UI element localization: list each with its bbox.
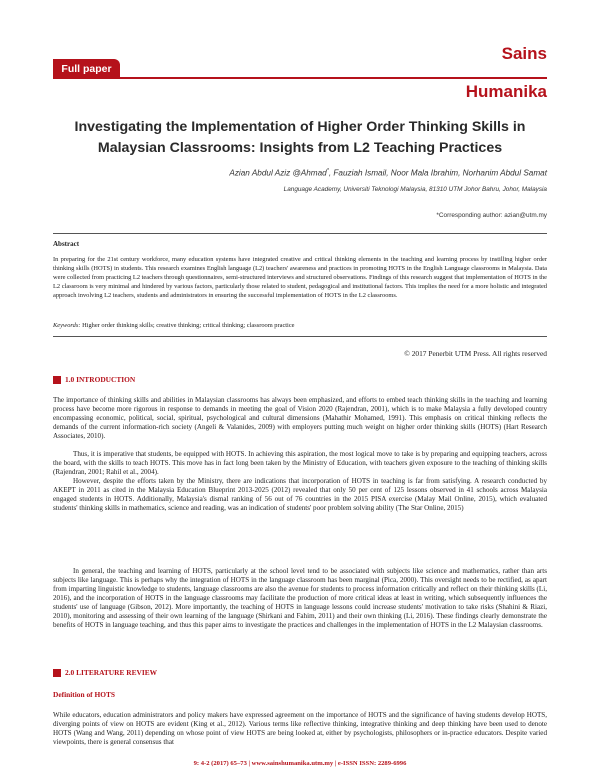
copyright-notice: © 2017 Penerbit UTM Press. All rights reserved <box>404 349 547 358</box>
affiliation: Language Academy, Universiti Teknologi Malaysia, 81310 UTM Johor Bahru, Johor, Malaysia <box>283 186 547 193</box>
abstract-bottom-rule <box>53 336 547 337</box>
literature-paragraph-1: While educators, education administrators and policy makers have expressed agreement on the importance of HOTS and the significance of having students develop HOTS, diverging points of view on HOTS are evident (King et al., 2012). Various terms like reflective thinking, integrative thinking and deep thinking have been used to denote HOTS (Wang and Wang, 2011) depending on whose point of view HOTS are being looked at, either by psychologists, philosophers or in-practice educators. Despite varied viewpoints, there is general consensus that <box>53 711 547 746</box>
intro-paragraph-2: Thus, it is imperative that students, be equipped with HOTS. In achieving this aspiration, the most logical move to take is by preparing and equipping teachers, across the board, with the skills to teach HOTS. This move has in fact long been taken by the Ministry of Education, with teachers given exposure to the teaching of thinking skills (Rajendran, 2001; Rahil et al., 2004). <box>53 450 547 476</box>
section-heading-literature-review <box>53 668 157 677</box>
page-footer: 9: 4-2 (2017) 65–73 | www.sainshumanika.utm.my | e-ISSN ISSN: 2289-6996 <box>193 760 407 767</box>
section-marker-icon <box>53 669 61 677</box>
paper-type-badge: Full paper <box>53 59 120 78</box>
section-heading-text: 1.0 INTRODUCTION <box>65 375 136 384</box>
intro-paragraph-3: However, despite the efforts taken by the Ministry, there are indications that incorporation of HOTS in teaching is far from satisfying. A research conducted by AKEPT in 2011 as cited in the Malaysia Education Blueprint 2013-2025 (2012) revealed that only 50 per cent of 125 lessons observed in 41 schools across Malaysia engaged students in HOTS. Additionally, Malaysia's dismal ranking of 56 out of 76 countries in the 2015 PISA exercise (Malay Mail Online, 2015), which evaluated students' thinking skills in mathematics, science and reading, was an indication of students' poor problem solving ability (The Star Online, 2015) <box>53 477 547 512</box>
keywords <box>53 322 547 329</box>
journal-name-line2: Humanika <box>465 82 547 101</box>
first-author: Azian Abdul Aziz @Ahmad <box>229 168 327 178</box>
abstract-heading: Abstract <box>53 240 80 248</box>
keywords-list: Higher order thinking skills; creative thinking; critical thinking; classroom practice <box>80 322 295 329</box>
intro-paragraph-4: In general, the teaching and learning of HOTS, particularly at the school level tend to be associated with subjects like science and mathematics, rather than arts subjects like language. This is perhaps why the integration of HOTS in the language classroom has been marginal (Pica, 2000). This oversight needs to be rectified, as apart from imparting linguistic knowledge to students, language classrooms are also the avenue for students to process information critically and reflect on their thinking skills (Li, 2016), and the incorporation of HOTS in the language classrooms may facilitate the production of more critical ideas at least in writing, which subsequently influences the students' use of language (Gibson, 2012). More importantly, the teaching of HOTS in language lessons could increase students' motivation to take risks (Shahini & Riazi, 2010), monitoring and assessing of their own learning of the language (Shirkani and Fahim, 2011) and their own thinking (Li, 2016). These findings clearly demonstrate the benefits of HOTS in language teaching, and thus this paper aims to investigate the practices and challenges in the implementation of HOTS in the L2 Malaysian classrooms. <box>53 567 547 629</box>
title-line-2: Malaysian Classrooms: Insights from L2 Teaching Practices <box>97 140 503 156</box>
author-list <box>229 168 547 178</box>
keywords-label: Keywords: <box>53 322 81 329</box>
section-heading-introduction <box>53 375 135 384</box>
section-heading-text: 2.0 LITERATURE REVIEW <box>65 668 158 677</box>
corresponding-author: *Corresponding author: azian@utm.my <box>436 212 547 219</box>
other-authors: , Fauziah Ismail, Noor Mala Ibrahim, Norhanim Abdul Samat <box>328 168 547 178</box>
header-rule <box>53 77 547 79</box>
abstract-text: In preparing for the 21st century workforce, many education systems have integrated creative and critical thinking elements in the teaching and learning process by instilling higher order thinking skills (HOTS) in students. This research examines English language (L2) teachers' awareness and practices in promoting HOTS in the English Language classrooms in Malaysia. Data were collected from practicing L2 teachers through questionnaires, semi-structured interviews and structured observations. Findings of this research suggest that implementation of HOTS in the L2 classroom is very minimal and hindered by various factors, particularly those related to student, pedagogical and institutional factors. This implies the need for a more holistic and integrated approach involving L2 teachers, students and administrators in ensuring the successful implementation of HOTS in the L2 classrooms. <box>53 256 547 299</box>
abstract-top-rule <box>53 233 547 234</box>
paper-title <box>53 117 547 159</box>
intro-paragraph-1: The importance of thinking skills and abilities in Malaysian classrooms has always been emphasized, and efforts to embed teach thinking skills in the teaching and learning process have become more rigorous in response to demands in meeting the goal of Vision 2020 (Rajendran, 2001), which is to make Malaysia a fully developed country encompassing economic, political, social, spiritual, psychological and cultural dimensions (Mahathir Mohamed, 1991). This emphasis on critical thinking reflects the demands of the current information-rich society (Angeli & Valanides, 2009) with employers putting much weight on higher order thinking skills (HOTS) (Hart Research Associates, 2010). <box>53 396 547 440</box>
title-line-1: Investigating the Implementation of Higher Order Thinking Skills in <box>74 119 526 135</box>
corresponding-mark: * <box>326 168 329 174</box>
section-marker-icon <box>53 376 61 384</box>
subsection-heading: Definition of HOTS <box>53 690 116 699</box>
journal-name-line1: Sains <box>501 44 547 63</box>
